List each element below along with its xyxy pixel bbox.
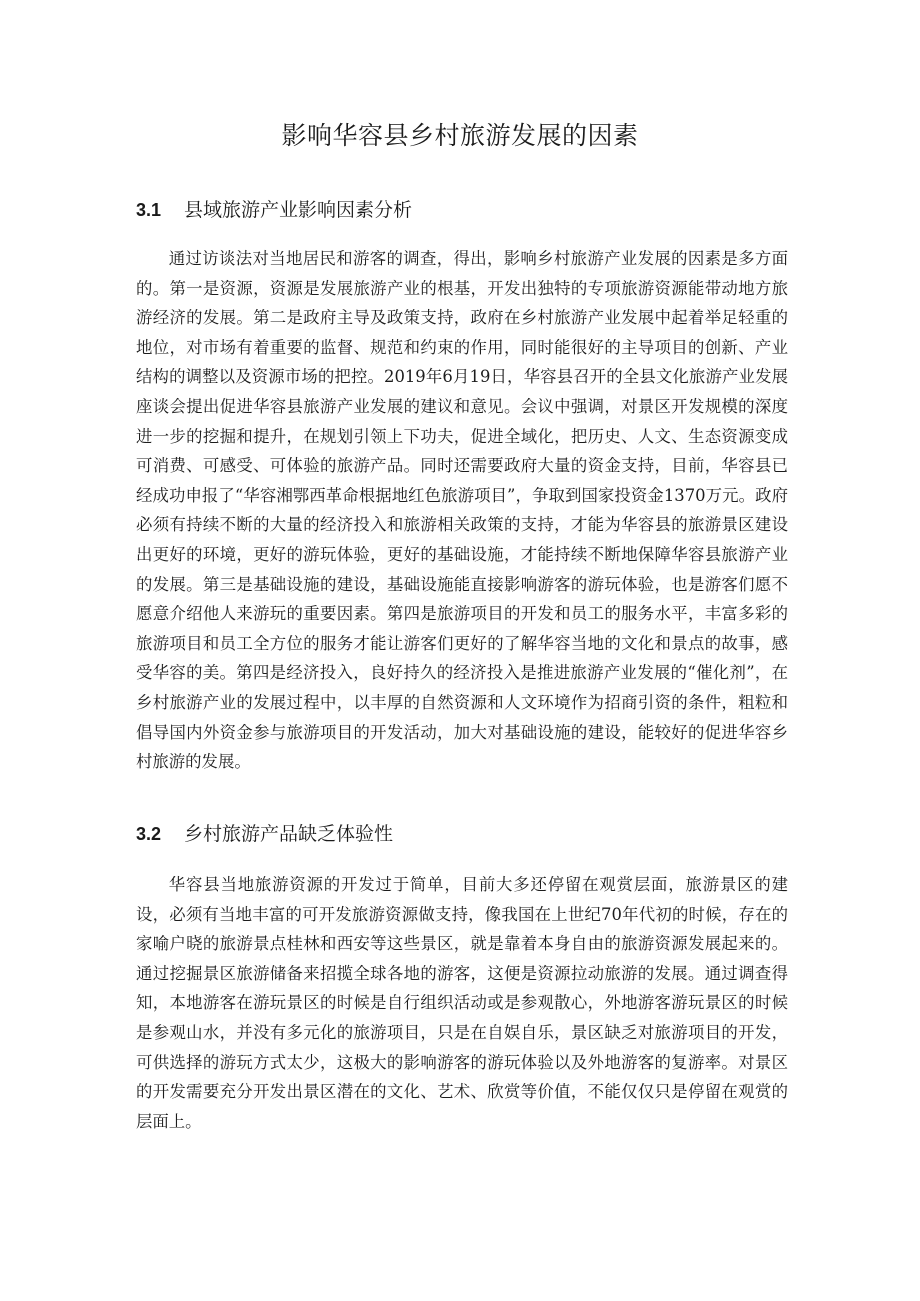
section-heading-text: 县域旅游产业影响因素分析 [184, 199, 413, 221]
section-number: 3.2 [136, 824, 162, 844]
section-heading-3-2 [136, 820, 393, 848]
section-paragraph-3-2: 华容县当地旅游资源的开发过于简单，目前大多还停留在观赏层面，旅游景区的建设，必须有当地丰富的可开发旅游资源做支持，像我国在上世纪70年代初的时候，存在的家喻户晓的旅游景点桂林和西安等这些景区，就是靠着本身自由的旅游资源发展起来的。通过挖掘景区旅游储备来招揽全球各地的游客，这便是资源拉动旅游的发展。通过调查得知，本地游客在游玩景区的时候是自行组织活动或是参观散心，外地游客游玩景区的时候是参观山水，并没有多元化的旅游项目，只是在自娱自乐，景区缺乏对旅游项目的开发，可供选择的游玩方式太少，这极大的影响游客的游玩体验以及外地游客的复游率。对景区的开发需要充分开发出景区潜在的文化、艺术、欣赏等价值，不能仅仅只是停留在观赏的层面上。 [136, 875, 788, 1131]
section-paragraph-3-1: 通过访谈法对当地居民和游客的调查，得出，影响乡村旅游产业发展的因素是多方面的。第一是资源，资源是发展旅游产业的根基，开发出独特的专项旅游资源能带动地方旅游经济的发展。第二是政府主导及政策支持，政府在乡村旅游产业发展中起着举足轻重的地位，对市场有着重要的监督、规范和约束的作用，同时能很好的主导项目的创新、产业结构的调整以及资源市场的把控。2019年6月19日，华容县召开的全县文化旅游产业发展座谈会提出促进华容县旅游产业发展的建议和意见。会议中强调，对景区开发规模的深度进一步的挖掘和提升，在规划引领上下功夫，促进全域化，把历史、人文、生态资源变成可消费、可感受、可体验的旅游产品。同时还需要政府大量的资金支持，目前，华容县已经成功申报了“华容湘鄂西革命根据地红色旅游项目”，争取到国家投资金1370万元。政府必须有持续不断的大量的经济投入和旅游相关政策的支持，才能为华容县的旅游景区建设出更好的环境，更好的游玩体验，更好的基础设施，才能持续不断地保障华容县旅游产业的发展。第三是基础设施的建设，基础设施能直接影响游客的游玩体验，也是游客们愿不愿意介绍他人来游玩的重要因素。第四是旅游项目的开发和员工的服务水平，丰富多彩的旅游项目和员工全方位的服务才能让游客们更好的了解华容当地的文化和景点的故事，感受华容的美。第四是经济投入，良好持久的经济投入是推进旅游产业发展的“催化剂”，在乡村旅游产业的发展过程中，以丰厚的自然资源和人文环境作为招商引资的条件，粗粒和倡导国内外资金参与旅游项目的开发活动，加大对基础设施的建设，能较好的促进华容乡村旅游的发展。 [136, 249, 788, 772]
page-title: 影响华容县乡村旅游发展的因素 [281, 121, 639, 150]
section-heading-text: 乡村旅游产品缺乏体验性 [184, 823, 394, 845]
section-number: 3.1 [136, 200, 162, 220]
section-heading-3-1 [136, 196, 412, 224]
